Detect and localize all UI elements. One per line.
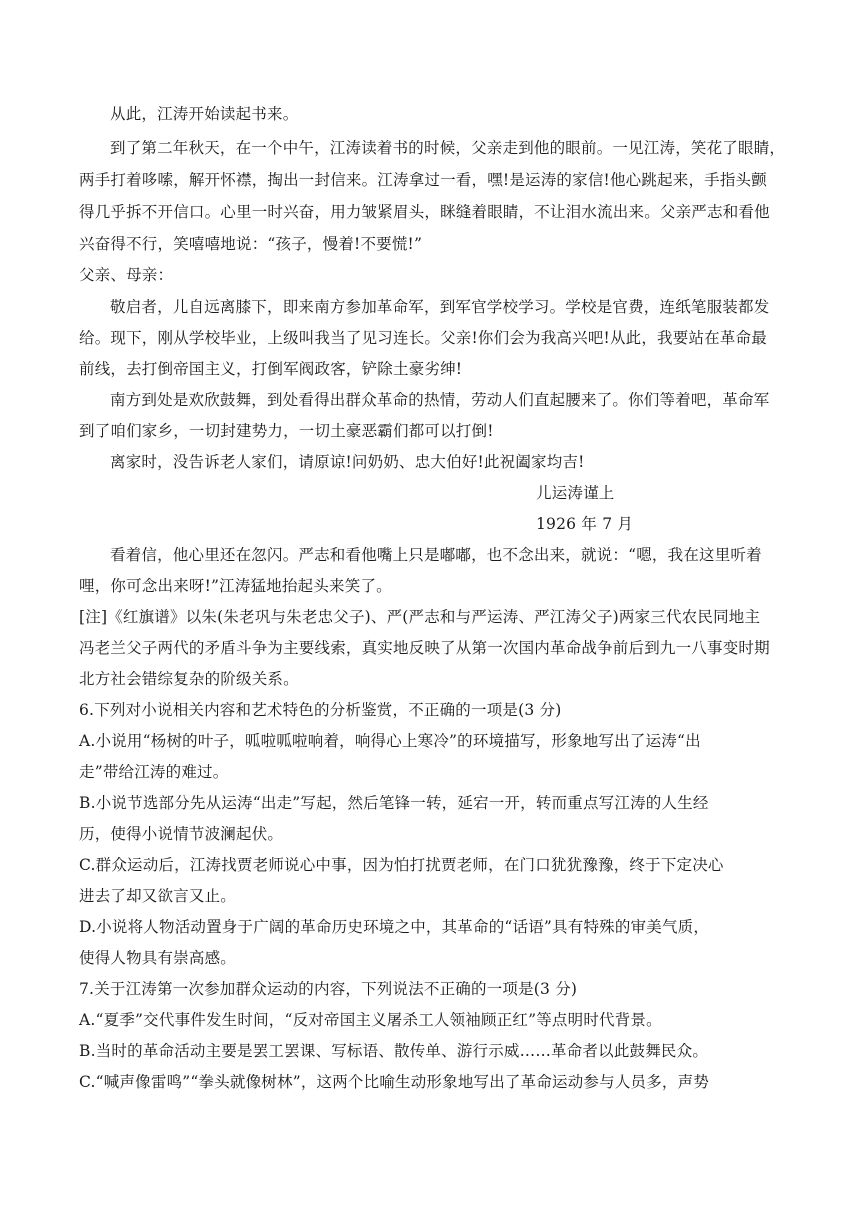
note-line-3: 北方社会错综复杂的阶级关系。 — [79, 670, 299, 688]
story-paragraph-2-line-1: 到了第二年秋天，在一个中午，江涛读着书的时候，父亲走到他的眼前。一见江涛，笑花了眼睛， — [110, 139, 786, 157]
letter-paragraph-1-line-1: 敬启者，儿自远离膝下，即来南方参加革命军，到军官学校学习。学校是官费，连纸笔服装都发 — [110, 298, 770, 316]
letter-signature: 儿运涛谨上 — [536, 484, 615, 502]
question-7-option-c: C.“喊声像雷鸣”“拳头就像树林”，这两个比喻生动形象地写出了革命运动参与人员多，声势 — [79, 1073, 710, 1091]
story-paragraph-2-line-2: 两手打着哆嗦，解开怀襟，掏出一封信来。江涛拿过一看，嘿!是运涛的家信!他心跳起来，手指头颤 — [79, 171, 767, 189]
after-paragraph-line-2: 哩，你可念出来呀!”江涛猛地抬起头来笑了。 — [79, 577, 392, 595]
note-line-1: [注]《红旗谱》以朱(朱老巩与朱老忠父子)、严(严志和与严运涛、严江涛父子)两家三代农民同地主 — [79, 608, 761, 626]
letter-paragraph-1-line-2: 给。现下，刚从学校毕业，上级叫我当了见习连长。父亲!你们会为我高兴吧!从此，我要站在革命最 — [79, 329, 767, 347]
question-6-option-d-line-2: 使得人物具有崇高感。 — [79, 949, 237, 967]
question-6-option-a-line-2: 走”带给江涛的难过。 — [79, 763, 229, 781]
after-paragraph-line-1: 看着信，他心里还在忽闪。严志和看他嘴上只是嘟嘟，也不念出来，就说：“嗯，我在这里听着 — [110, 546, 762, 564]
question-7-option-a: A.“夏季”交代事件发生时间，“反对帝国主义屠杀工人领袖顾正红”等点明时代背景。 — [79, 1011, 662, 1029]
letter-paragraph-2-line-1: 南方到处是欢欣鼓舞，到处看得出群众革命的热情，劳动人们直起腰来了。你们等着吧，革命军 — [110, 391, 770, 409]
question-6-option-b-line-2: 历，使得小说情节波澜起伏。 — [79, 825, 284, 843]
question-6-option-d-line-1: D.小说将人物活动置身于广阔的革命历史环境之中，其革命的“话语”具有特殊的审美气质， — [79, 918, 710, 936]
story-paragraph-2-line-4: 兴奋得不行，笑嘻嘻地说：“孩子，慢着!不要慌!” — [79, 235, 423, 253]
letter-paragraph-1-line-3: 前线，去打倒帝国主义，打倒军阀政客，铲除土豪劣绅! — [79, 360, 463, 378]
question-6-stem: 6.下列对小说相关内容和艺术特色的分析鉴赏，不正确的一项是(3 分) — [79, 701, 562, 719]
letter-date: 1926 年 7 月 — [536, 515, 634, 533]
letter-salutation: 父亲、母亲： — [79, 266, 174, 284]
question-7-option-b: B.当时的革命活动主要是罢工罢课、写标语、散传单、游行示威……革命者以此鼓舞民众。 — [79, 1042, 709, 1060]
letter-paragraph-3: 离家时，没告诉老人家们，请原谅!问奶奶、忠大伯好!此祝阖家均吉! — [110, 453, 585, 471]
story-paragraph-2-line-3: 得几乎拆不开信口。心里一时兴奋，用力皱紧眉头，眯缝着眼睛，不让泪水流出来。父亲严志和看他 — [79, 203, 770, 221]
question-7-stem: 7.关于江涛第一次参加群众运动的内容，下列说法不正确的一项是(3 分) — [79, 980, 578, 998]
question-6-option-c-line-2: 进去了却又欲言又止。 — [79, 887, 237, 905]
question-6-option-c-line-1: C.群众运动后，江涛找贾老师说心中事，因为怕打扰贾老师，在门口犹犹豫豫，终于下定决心 — [79, 856, 724, 874]
question-6-option-b-line-1: B.小说节选部分先从运涛“出走”写起，然后笔锋一转，延宕一开，转而重点写江涛的人生经 — [79, 794, 709, 812]
question-6-option-a-line-1: A.小说用“杨树的叶子，呱啦呱啦响着，响得心上寒冷”的环境描写，形象地写出了运涛“出 — [79, 732, 701, 750]
note-line-2: 冯老兰父子两代的矛盾斗争为主要线索，真实地反映了从第一次国内革命战争前后到九一八事变时期 — [79, 639, 770, 657]
letter-paragraph-2-line-2: 到了咱们家乡，一切封建势力，一切土豪恶霸们都可以打倒! — [79, 422, 494, 440]
story-paragraph-1: 从此，江涛开始读起书来。 — [110, 105, 299, 123]
